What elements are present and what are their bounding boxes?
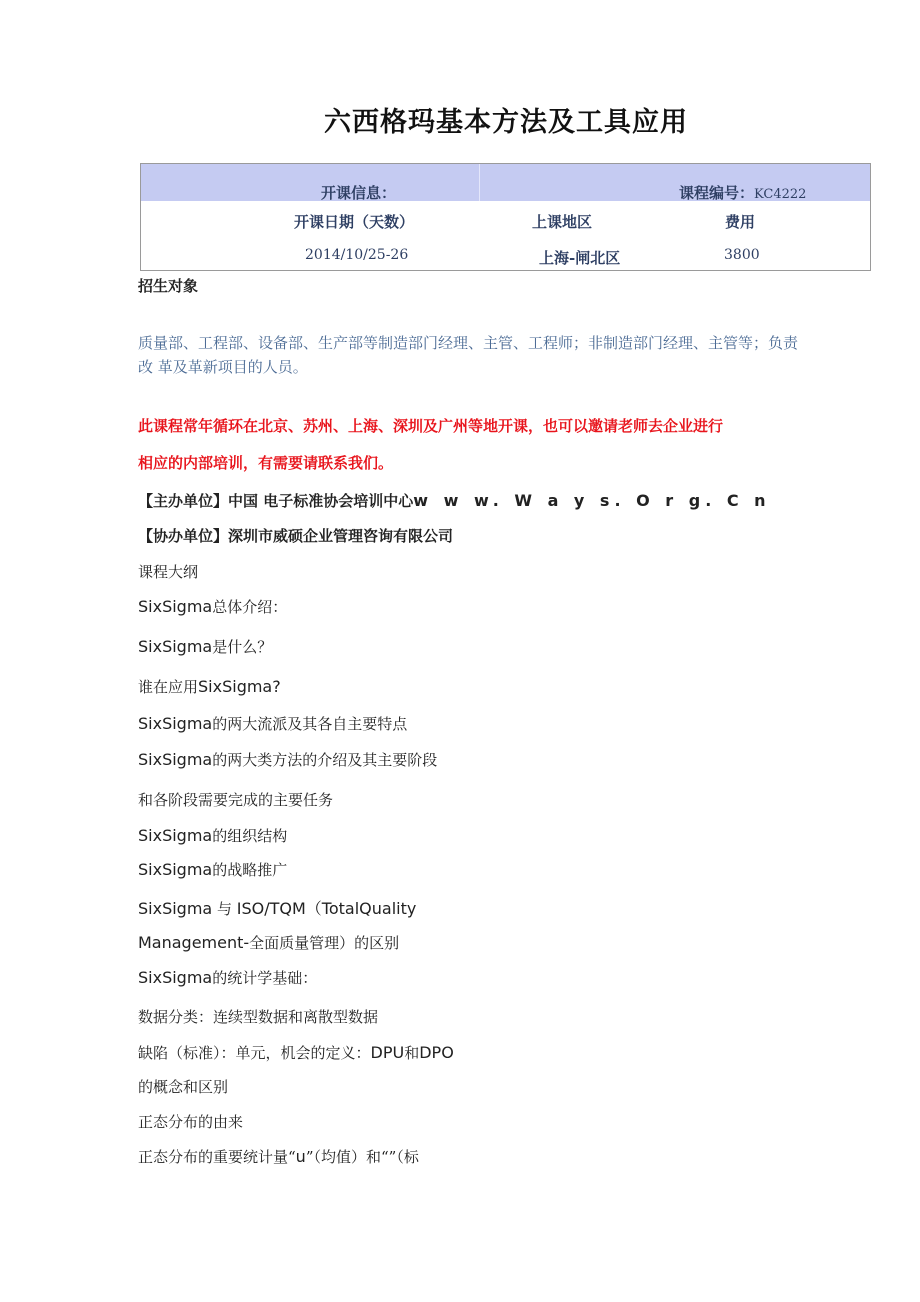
fee-value: 3800 [724, 247, 760, 263]
outline-item-part: 的战略推广 [212, 861, 288, 879]
outline-item-part: DPU [370, 1043, 405, 1062]
outline-item [138, 676, 281, 697]
outline-item [138, 896, 416, 919]
organizer [138, 490, 771, 511]
outline-item-part: SixSigma [138, 637, 213, 656]
outline-item-part: DPO [419, 1043, 454, 1062]
outline-item-part: 正态分布的由来 [138, 1113, 244, 1131]
course-code [679, 182, 806, 203]
outline-item [138, 596, 287, 617]
organizer-prefix: 【主办单位】中国 电子标准协会培训中心 [138, 492, 414, 510]
outline-item-part: 谁在应用 [138, 678, 199, 696]
co-organizer: 【协办单位】深圳市威硕企业管理咨询有限公司 [138, 527, 454, 545]
col-header-fee: 费用 [725, 213, 756, 231]
outline-item [138, 713, 407, 734]
date-value: 2014/10/25-26 [305, 247, 409, 263]
outline-item-part: 数据分类：连续型数据和离散型数据 [138, 1008, 379, 1026]
outline-item-part: Management- [138, 933, 250, 952]
outline-item [138, 561, 198, 582]
outline-item-part: SixSigma [138, 750, 213, 769]
outline-item-part: SixSigma? [198, 677, 281, 696]
location-value: 上海-闸北区 [539, 249, 621, 267]
col-header-date: 开课日期（天数） [294, 213, 415, 231]
outline-item-part: 的概念和区别 [138, 1078, 229, 1096]
outline-item [138, 859, 287, 880]
outline-item-part: 是什么？ [212, 638, 273, 656]
enroll-text-line-2: 改 革及革新项目的人员。 [138, 358, 308, 376]
notice-line-1: 此课程常年循环在北京、苏州、上海、深圳及广州等地开课，也可以邀请老师去企业进行 [138, 417, 724, 435]
outline-item [138, 1076, 228, 1097]
outline-item-part: 和各阶段需要完成的主要任务 [138, 791, 334, 809]
outline-item-part: u [295, 1147, 306, 1166]
col-header-location: 上课地区 [532, 213, 593, 231]
outline-item [138, 1042, 454, 1063]
outline-item [138, 825, 287, 846]
open-info-label: 开课信息： [321, 184, 397, 202]
outline-item-part: 的组织结构 [212, 827, 288, 845]
outline-item-part: SixSigma [138, 968, 213, 987]
enroll-heading: 招生对象 [138, 277, 199, 295]
course-code-value: KC4222 [754, 187, 807, 202]
outline-item-part: 和 [404, 1044, 420, 1062]
outline-item [138, 967, 317, 988]
outline-item [138, 749, 437, 770]
outline-item-part: 与 [212, 900, 237, 918]
course-info-table [140, 163, 871, 271]
outline-item-part: 缺陷（标准）：单元，机会的定义： [138, 1044, 371, 1062]
page-title: 六西格玛基本方法及工具应用 [324, 107, 688, 138]
outline-item-part: 课程大纲 [138, 563, 199, 581]
notice-line-2: 相应的内部培训，有需要请联系我们。 [138, 454, 394, 472]
outline-item [138, 932, 399, 953]
course-code-label: 课程编号： [679, 184, 755, 202]
outline-item-part: 的两大类方法的介绍及其主要阶段 [212, 751, 438, 769]
outline-item [138, 1111, 243, 1132]
header-divider [479, 164, 480, 201]
outline-item [138, 1146, 419, 1167]
outline-item-part: 的两大流派及其各自主要特点 [212, 715, 408, 733]
outline-item-part: SixSigma [138, 714, 213, 733]
outline-item-part: ”（均值）和“”（标 [305, 1148, 419, 1166]
outline-item [138, 1006, 378, 1027]
outline-item-part: 全面质量管理）的区别 [249, 934, 400, 952]
outline-item-part: SixSigma [138, 899, 213, 918]
enroll-text-line-1: 质量部、工程部、设备部、生产部等制造部门经理、主管、工程师；非制造部门经理、主管等；负责 [138, 334, 799, 352]
outline-item-part: SixSigma [138, 826, 213, 845]
outline-item-part: ISO/TQM（TotalQuality [236, 899, 417, 918]
organizer-website: w w w. W a y s. O r g. C n [413, 491, 771, 510]
outline-item-part: 总体介绍： [212, 598, 288, 616]
outline-item-part: 正态分布的重要统计量“ [138, 1148, 296, 1166]
outline-item-part: SixSigma [138, 860, 213, 879]
outline-item [138, 789, 333, 810]
outline-item [138, 636, 272, 657]
outline-item-part: SixSigma [138, 597, 213, 616]
outline-item-part: 的统计学基础： [212, 969, 318, 987]
